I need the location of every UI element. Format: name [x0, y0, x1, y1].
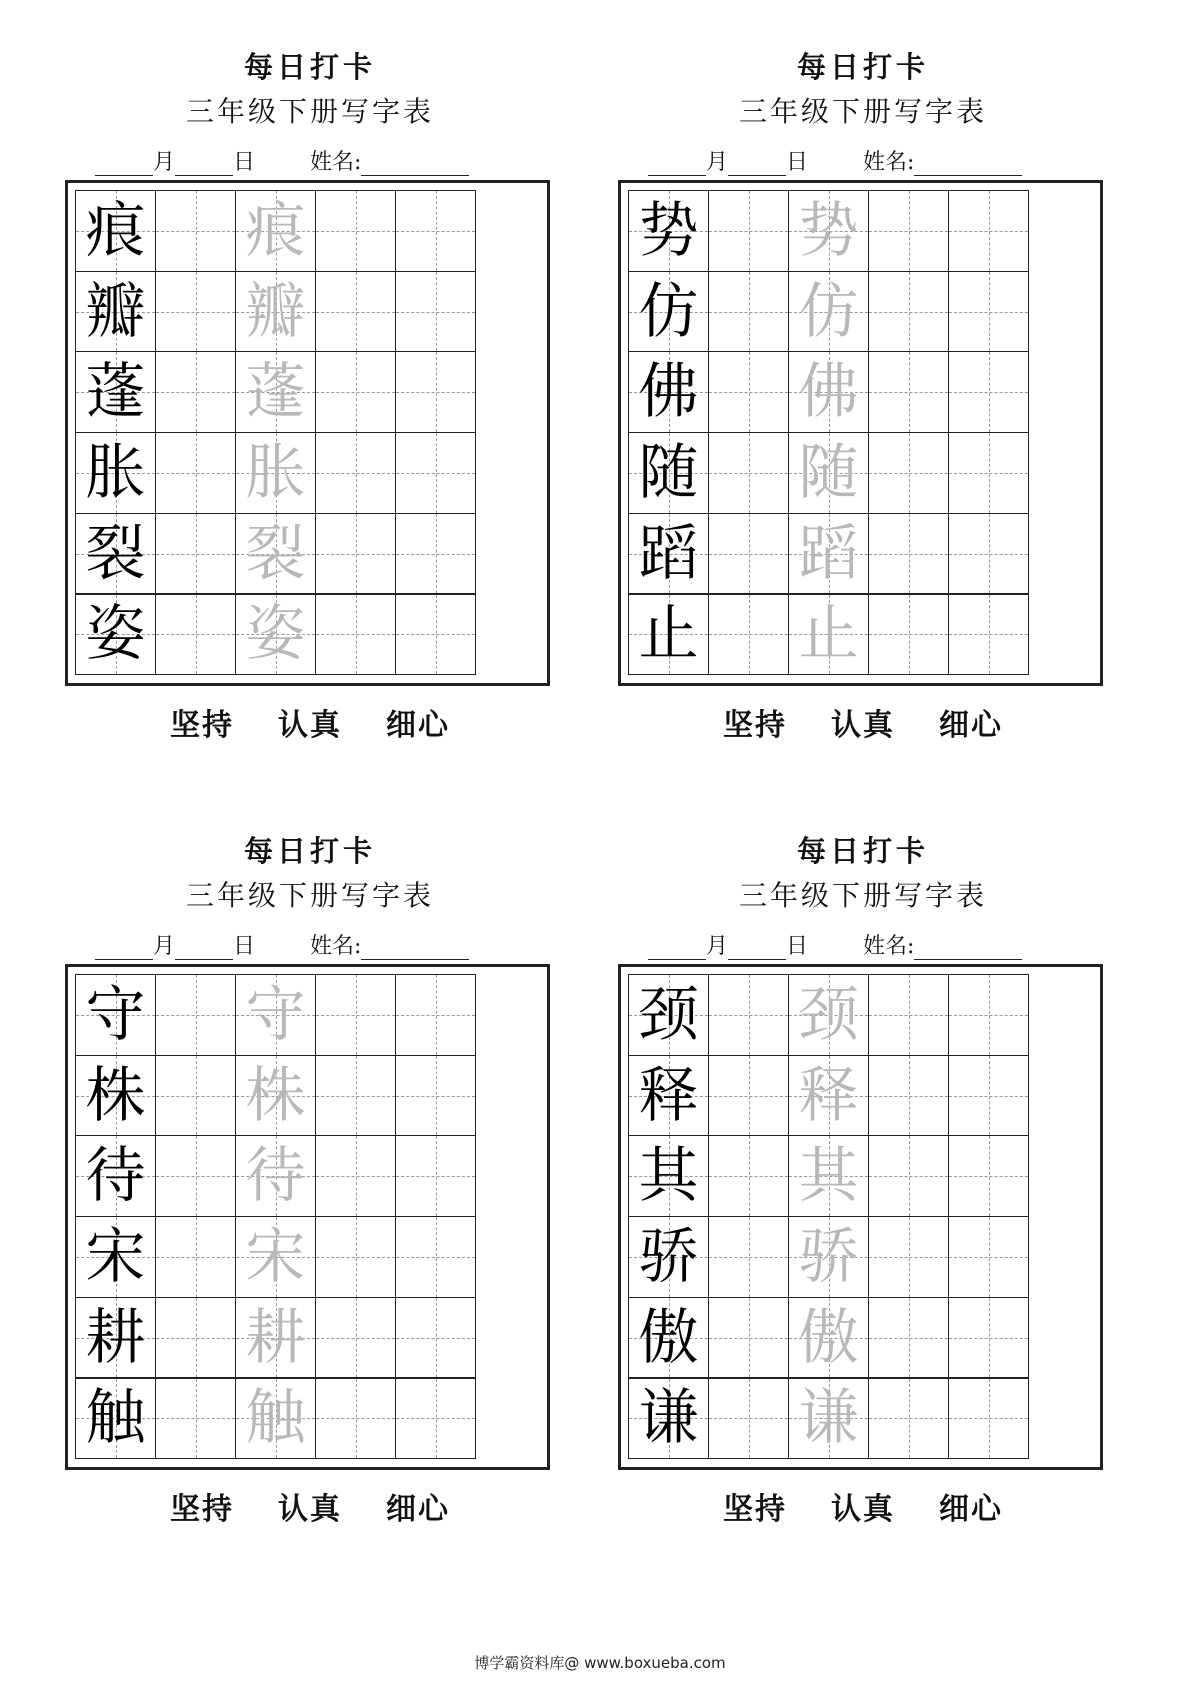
practice-cell[interactable]: [868, 432, 949, 514]
motto: [618, 700, 1108, 744]
practice-cell[interactable]: [868, 271, 949, 353]
practice-cell[interactable]: [395, 1135, 476, 1217]
model-character: 耕: [85, 1302, 146, 1373]
practice-cell[interactable]: [395, 432, 476, 514]
grid-cell: [75, 974, 156, 1056]
trace-character: 谦: [798, 1383, 859, 1454]
practice-cell[interactable]: [708, 271, 789, 353]
date-name-line: [95, 929, 469, 960]
model-character: 姿: [85, 599, 146, 670]
grid-cell: [235, 1216, 316, 1298]
grid-cell: [628, 271, 709, 353]
grid-cell: [235, 432, 316, 514]
month-blank[interactable]: [648, 937, 706, 960]
practice-cell[interactable]: [395, 271, 476, 353]
footer-watermark: 博学霸资料库@ www.boxueba.com: [474, 1654, 726, 1672]
writing-grid: [628, 190, 1028, 674]
practice-cell[interactable]: [315, 1135, 396, 1217]
day-blank[interactable]: [175, 937, 233, 960]
model-character: 待: [85, 1141, 146, 1212]
model-character: 其: [638, 1141, 699, 1212]
day-blank[interactable]: [728, 153, 786, 176]
grid-cell: [235, 594, 316, 676]
month-blank[interactable]: [648, 153, 706, 176]
practice-cell[interactable]: [948, 1216, 1029, 1298]
trace-character: 守: [245, 979, 306, 1050]
trace-character: 蹈: [798, 518, 859, 589]
motto: [65, 1484, 555, 1528]
practice-cell[interactable]: [708, 1297, 789, 1379]
practice-cell[interactable]: [395, 1378, 476, 1460]
trace-character: 仿: [798, 276, 859, 347]
grid-cell: [75, 1216, 156, 1298]
practice-cell[interactable]: [948, 974, 1029, 1056]
trace-character: 耕: [245, 1302, 306, 1373]
grid-cell: [235, 351, 316, 433]
writing-grid: [628, 974, 1028, 1458]
motto-word: 细心: [386, 1492, 450, 1527]
card-subtitle: 三年级下册写字表: [738, 879, 987, 912]
trace-character: 势: [798, 195, 859, 266]
motto-word: 细心: [386, 708, 450, 743]
grid-cell: [75, 351, 156, 433]
practice-cell[interactable]: [155, 513, 236, 595]
model-character: 释: [638, 1060, 699, 1131]
trace-character: 宋: [245, 1221, 306, 1292]
month-label: 月: [153, 934, 176, 959]
practice-cell[interactable]: [315, 974, 396, 1056]
trace-character: 其: [798, 1141, 859, 1212]
month-blank[interactable]: [95, 937, 153, 960]
practice-cell[interactable]: [708, 513, 789, 595]
practice-cell[interactable]: [708, 351, 789, 433]
model-character: 胀: [85, 437, 146, 508]
day-label: 日: [233, 150, 256, 175]
day-blank[interactable]: [175, 153, 233, 176]
trace-character: 傲: [798, 1302, 859, 1373]
month-label: 月: [153, 150, 176, 175]
date-name-line: [648, 929, 1022, 960]
model-character: 势: [638, 195, 699, 266]
trace-character: 随: [798, 437, 859, 508]
practice-cell[interactable]: [948, 432, 1029, 514]
grid-cell: [628, 1055, 709, 1137]
date-name-line: [95, 145, 469, 176]
trace-character: 痕: [245, 195, 306, 266]
model-character: 宋: [85, 1221, 146, 1292]
grid-cell: [628, 190, 709, 272]
grid-cell: [75, 1135, 156, 1217]
day-label: 日: [233, 934, 256, 959]
trace-character: 瓣: [245, 276, 306, 347]
practice-cell[interactable]: [868, 974, 949, 1056]
grid-cell: [628, 1378, 709, 1460]
model-character: 株: [85, 1060, 146, 1131]
trace-character: 胀: [245, 437, 306, 508]
grid-cell: [235, 190, 316, 272]
grid-cell: [628, 351, 709, 433]
grid-cell: [235, 1055, 316, 1137]
model-character: 蹈: [638, 518, 699, 589]
model-character: 止: [638, 599, 699, 670]
practice-cell[interactable]: [315, 594, 396, 676]
practice-cell[interactable]: [395, 1297, 476, 1379]
practice-cell[interactable]: [948, 1135, 1029, 1217]
trace-character: 裂: [245, 518, 306, 589]
grid-cell: [788, 432, 869, 514]
writing-grid: [75, 974, 475, 1458]
motto: [65, 700, 555, 744]
grid-cell: [75, 271, 156, 353]
practice-cell[interactable]: [868, 1135, 949, 1217]
practice-cell[interactable]: [868, 1055, 949, 1137]
trace-character: 待: [245, 1141, 306, 1212]
trace-character: 触: [245, 1383, 306, 1454]
grid-cell: [788, 190, 869, 272]
grid-cell: [788, 1055, 869, 1137]
name-blank[interactable]: [914, 153, 1022, 176]
practice-cell[interactable]: [708, 190, 789, 272]
practice-cell[interactable]: [708, 432, 789, 514]
practice-cell[interactable]: [708, 1216, 789, 1298]
practice-cell[interactable]: [708, 1378, 789, 1460]
practice-cell[interactable]: [155, 190, 236, 272]
practice-cell[interactable]: [155, 432, 236, 514]
practice-cell[interactable]: [868, 351, 949, 433]
practice-cell[interactable]: [395, 974, 476, 1056]
practice-cell[interactable]: [868, 1216, 949, 1298]
practice-cell[interactable]: [395, 190, 476, 272]
model-character: 蓬: [85, 357, 146, 428]
practice-cell[interactable]: [155, 1297, 236, 1379]
grid-cell: [788, 271, 869, 353]
practice-cell[interactable]: [155, 1378, 236, 1460]
motto-word: 认真: [278, 1492, 342, 1527]
model-character: 傲: [638, 1302, 699, 1373]
practice-cell[interactable]: [155, 1216, 236, 1298]
grid-cell: [75, 432, 156, 514]
name-blank[interactable]: [914, 937, 1022, 960]
name-label: 姓名:: [863, 150, 915, 175]
practice-cell[interactable]: [948, 351, 1029, 433]
writing-grid: [75, 190, 475, 674]
card-title: 每日打卡: [796, 834, 929, 868]
practice-cell[interactable]: [948, 594, 1029, 676]
practice-cell[interactable]: [868, 1378, 949, 1460]
grid-cell: [75, 513, 156, 595]
model-character: 颈: [638, 979, 699, 1050]
grid-cell: [788, 974, 869, 1056]
month-blank[interactable]: [95, 153, 153, 176]
grid-cell: [628, 594, 709, 676]
practice-cell[interactable]: [395, 1055, 476, 1137]
model-character: 骄: [638, 1221, 699, 1292]
practice-cell[interactable]: [315, 1297, 396, 1379]
model-character: 瓣: [85, 276, 146, 347]
grid-cell: [628, 1297, 709, 1379]
grid-cell: [628, 513, 709, 595]
day-label: 日: [786, 934, 809, 959]
grid-cell: [628, 1216, 709, 1298]
practice-cell[interactable]: [868, 190, 949, 272]
grid-cell: [788, 1378, 869, 1460]
grid-cell: [235, 513, 316, 595]
grid-cell: [235, 1378, 316, 1460]
motto: [618, 1484, 1108, 1528]
practice-cell[interactable]: [948, 271, 1029, 353]
practice-cell[interactable]: [155, 351, 236, 433]
practice-cell[interactable]: [708, 1055, 789, 1137]
grid-cell: [788, 351, 869, 433]
grid-cell: [75, 1297, 156, 1379]
grid-cell: [75, 1055, 156, 1137]
card-title: 每日打卡: [243, 834, 376, 868]
motto-word: 认真: [831, 1492, 895, 1527]
trace-character: 姿: [245, 599, 306, 670]
name-label: 姓名:: [310, 934, 362, 959]
trace-character: 蓬: [245, 357, 306, 428]
grid-cell: [628, 432, 709, 514]
month-label: 月: [706, 150, 729, 175]
motto-word: 认真: [831, 708, 895, 743]
practice-cell[interactable]: [155, 271, 236, 353]
practice-cell[interactable]: [395, 351, 476, 433]
motto-word: 坚持: [170, 1492, 234, 1527]
day-blank[interactable]: [728, 937, 786, 960]
practice-cell[interactable]: [315, 271, 396, 353]
motto-word: 坚持: [170, 708, 234, 743]
grid-cell: [75, 594, 156, 676]
grid-cell: [788, 1297, 869, 1379]
grid-cell: [628, 1135, 709, 1217]
grid-cell: [788, 1216, 869, 1298]
name-blank[interactable]: [361, 937, 469, 960]
motto-word: 坚持: [723, 1492, 787, 1527]
card-subtitle: 三年级下册写字表: [738, 95, 987, 128]
model-character: 谦: [638, 1383, 699, 1454]
practice-cell[interactable]: [948, 190, 1029, 272]
model-character: 佛: [638, 357, 699, 428]
trace-character: 骄: [798, 1221, 859, 1292]
practice-cell[interactable]: [948, 513, 1029, 595]
practice-cell[interactable]: [395, 1216, 476, 1298]
motto-word: 认真: [278, 708, 342, 743]
practice-cell[interactable]: [315, 432, 396, 514]
grid-cell: [788, 1135, 869, 1217]
practice-cell[interactable]: [315, 190, 396, 272]
card-title: 每日打卡: [796, 50, 929, 84]
grid-cell: [75, 1378, 156, 1460]
grid-cell: [235, 1297, 316, 1379]
practice-cell[interactable]: [708, 974, 789, 1056]
practice-cell[interactable]: [315, 351, 396, 433]
practice-cell[interactable]: [868, 513, 949, 595]
practice-cell[interactable]: [315, 1055, 396, 1137]
card-subtitle: 三年级下册写字表: [185, 95, 434, 128]
practice-cell[interactable]: [948, 1297, 1029, 1379]
practice-cell[interactable]: [868, 594, 949, 676]
date-name-line: [648, 145, 1022, 176]
grid-cell: [235, 271, 316, 353]
practice-cell[interactable]: [948, 1378, 1029, 1460]
motto-word: 坚持: [723, 708, 787, 743]
practice-cell[interactable]: [155, 1055, 236, 1137]
grid-cell: [235, 1135, 316, 1217]
card-title: 每日打卡: [243, 50, 376, 84]
model-character: 裂: [85, 518, 146, 589]
grid-cell: [788, 594, 869, 676]
card-subtitle: 三年级下册写字表: [185, 879, 434, 912]
practice-cell[interactable]: [395, 513, 476, 595]
name-blank[interactable]: [361, 153, 469, 176]
model-character: 痕: [85, 195, 146, 266]
practice-cell[interactable]: [708, 1135, 789, 1217]
practice-cell[interactable]: [155, 974, 236, 1056]
trace-character: 株: [245, 1060, 306, 1131]
motto-word: 细心: [939, 708, 1003, 743]
practice-cell[interactable]: [315, 513, 396, 595]
model-character: 触: [85, 1383, 146, 1454]
name-label: 姓名:: [310, 150, 362, 175]
day-label: 日: [786, 150, 809, 175]
practice-cell[interactable]: [395, 594, 476, 676]
practice-cell[interactable]: [315, 1378, 396, 1460]
practice-cell[interactable]: [315, 1216, 396, 1298]
trace-character: 止: [798, 599, 859, 670]
practice-cell[interactable]: [155, 1135, 236, 1217]
grid-cell: [235, 974, 316, 1056]
model-character: 守: [85, 979, 146, 1050]
grid-cell: [75, 190, 156, 272]
grid-cell: [788, 513, 869, 595]
model-character: 仿: [638, 276, 699, 347]
model-character: 随: [638, 437, 699, 508]
motto-word: 细心: [939, 1492, 1003, 1527]
practice-cell[interactable]: [868, 1297, 949, 1379]
trace-character: 释: [798, 1060, 859, 1131]
trace-character: 佛: [798, 357, 859, 428]
name-label: 姓名:: [863, 934, 915, 959]
practice-cell[interactable]: [708, 594, 789, 676]
practice-cell[interactable]: [155, 594, 236, 676]
trace-character: 颈: [798, 979, 859, 1050]
practice-cell[interactable]: [948, 1055, 1029, 1137]
month-label: 月: [706, 934, 729, 959]
grid-cell: [628, 974, 709, 1056]
